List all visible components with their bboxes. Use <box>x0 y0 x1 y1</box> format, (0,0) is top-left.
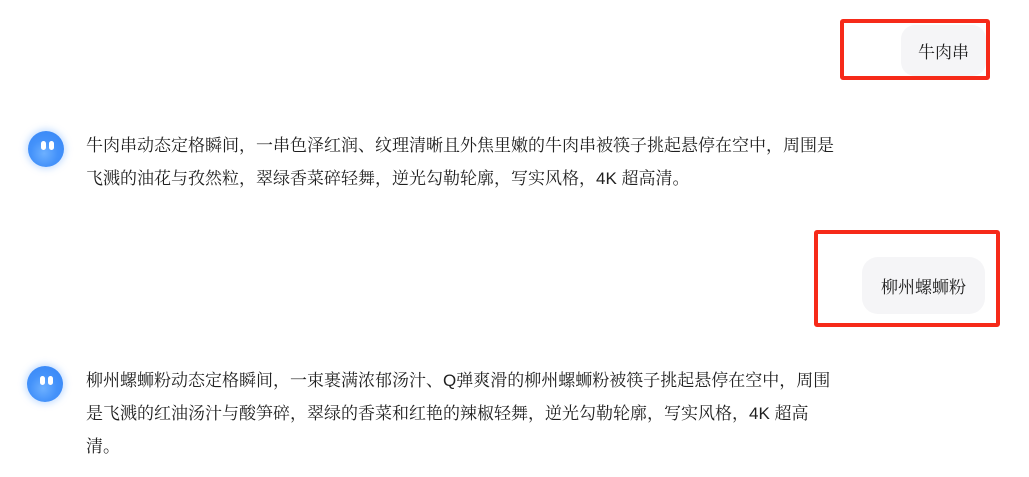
avatar-eye-icon <box>48 376 53 385</box>
assistant-message-2 <box>86 364 830 463</box>
avatar-eye-icon <box>41 141 46 150</box>
message-line: 清。 <box>86 437 120 456</box>
assistant-message-1 <box>86 129 834 195</box>
avatar-eye-icon <box>40 376 45 385</box>
user-message-bubble-2[interactable]: 柳州螺蛳粉 <box>862 257 985 314</box>
avatar-eye-icon <box>49 141 54 150</box>
message-line: 柳州螺蛳粉动态定格瞬间，一束裹满浓郁汤汁、Q弹爽滑的柳州螺蛳粉被筷子挑起悬停在空中，周围 <box>86 371 831 390</box>
user-message-bubble-1[interactable]: 牛肉串 <box>901 25 986 76</box>
assistant-avatar-icon <box>27 366 63 402</box>
message-line: 飞溅的油花与孜然粒，翠绿香菜碎轻舞，逆光勾勒轮廓，写实风格，4K 超高清。 <box>86 169 690 188</box>
message-line: 牛肉串动态定格瞬间，一串色泽红润、纹理清晰且外焦里嫩的牛肉串被筷子挑起悬停在空中，周围是 <box>86 136 834 155</box>
assistant-avatar-icon <box>28 131 64 167</box>
message-line: 是飞溅的红油汤汁与酸笋碎，翠绿的香菜和红艳的辣椒轻舞，逆光勾勒轮廓，写实风格，4K 超高 <box>86 404 809 423</box>
